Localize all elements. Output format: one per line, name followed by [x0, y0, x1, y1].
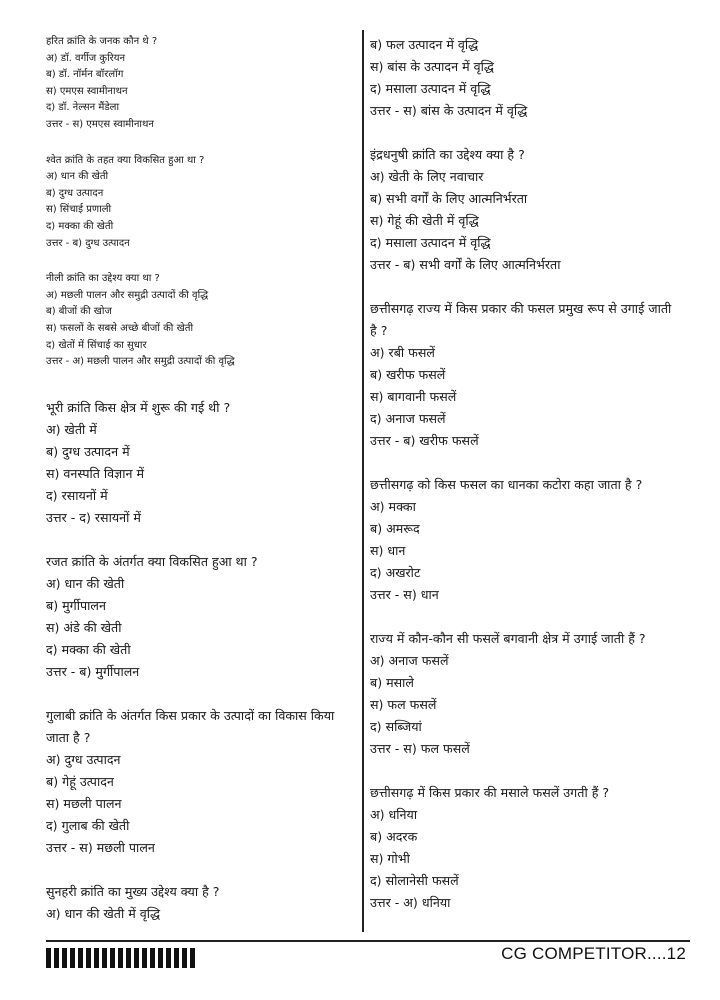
question-line: अ) मक्का — [370, 499, 416, 514]
question-line: ब) मुर्गीपालन — [46, 597, 106, 613]
question-line: स) गेहूं की खेती में वृद्धि — [370, 213, 479, 228]
question-text: भूरी क्रांति किस क्षेत्र में शुरू की गई थी ? — [46, 399, 231, 415]
question-line: ब) अदरक — [370, 829, 418, 844]
question-line: ब) डॉ. नॉर्मन बॉरलॉग — [46, 69, 124, 81]
question-line: स) धान — [370, 543, 406, 558]
question-line: अ) खेती के लिए नवाचार — [370, 169, 484, 184]
barcode-bar — [126, 948, 131, 968]
question-line: उत्तर - स) फल फसलें — [370, 741, 470, 756]
right-column — [370, 34, 690, 936]
footer-rule — [46, 940, 690, 942]
question-text: छत्तीसगढ़ में किस प्रकार की मसाले फसलें उगती हैं ? — [370, 785, 610, 800]
barcode-bar — [94, 948, 99, 968]
question-block — [46, 705, 354, 859]
barcode-bar — [118, 948, 123, 968]
question-line: द) मक्का की खेती — [46, 641, 131, 657]
question-text: छत्तीसगढ़ को किस फसल का धानका कटोरा कहा जाता है ? — [370, 477, 643, 492]
question-text: रजत क्रांति के अंतर्गत क्या विकसित हुआ था ? — [46, 553, 258, 569]
barcode-bar — [150, 948, 155, 968]
barcode-bar — [46, 948, 51, 968]
barcode-bar — [190, 948, 195, 968]
question-line: उत्तर - अ) धनिया — [370, 895, 451, 910]
question-block — [46, 881, 354, 925]
barcode-bar — [166, 948, 171, 968]
question-line: ब) दुग्ध उत्पादन — [46, 187, 104, 199]
question-line: स) मछली पालन — [46, 795, 122, 811]
question-line: ब) मसाले — [370, 675, 414, 690]
question-line: अ) दुग्ध उत्पादन — [46, 751, 121, 767]
question-line: ब) सभी वर्गों के लिए आत्मनिर्भरता — [370, 191, 528, 206]
question-line: उत्तर - ब) खरीफ फसलें — [370, 433, 479, 448]
barcode-bar — [78, 948, 83, 968]
question-block — [370, 144, 690, 276]
question-text: छत्तीसगढ़ राज्य में किस प्रकार की फसल प्रमुख रूप से उगाई जाती — [370, 301, 672, 316]
question-line: द) अखरोट — [370, 565, 421, 580]
question-line: द) खेतों में सिंचाई का सुधार — [46, 339, 147, 351]
barcode-bar — [142, 948, 147, 968]
question-text: सुनहरी क्रांति का मुख्य उद्देश्य क्या है ? — [46, 883, 220, 899]
question-line: ब) गेहूं उत्पादन — [46, 773, 114, 789]
barcode-icon — [46, 948, 195, 968]
question-line: ब) अमरूद — [370, 521, 420, 536]
question-line: स) अंडे की खेती — [46, 619, 122, 635]
question-line: उत्तर - ब) दुग्ध उत्पादन — [46, 237, 130, 249]
question-text: गुलाबी क्रांति के अंतर्गत किस प्रकार के उत्पादों का विकास किया — [46, 707, 335, 723]
question-line: स) एमएस स्वामीनाथन — [46, 85, 128, 97]
question-line: अ) अनाज फसलें — [370, 653, 449, 668]
question-text: नीली क्रांति का उद्देश्य क्या था ? — [46, 273, 160, 285]
question-line: उत्तर - ब) मुर्गीपालन — [46, 663, 140, 679]
question-block — [370, 34, 690, 122]
question-line: द) मसाला उत्पादन में वृद्धि — [370, 81, 491, 96]
question-line: द) गुलाब की खेती — [46, 817, 130, 833]
question-block — [370, 298, 690, 452]
question-line: द) मक्का की खेती — [46, 220, 114, 232]
question-text: ब) फल उत्पादन में वृद्धि — [370, 37, 479, 52]
question-line: उत्तर - स) एमएस स्वामीनाथन — [46, 118, 154, 130]
question-line: स) फल फसलें — [370, 697, 437, 712]
question-line: स) गोभी — [370, 851, 410, 866]
question-line: है ? — [370, 323, 388, 338]
question-line: अ) धान की खेती — [46, 575, 125, 591]
footer-brand: CG COMPETITOR....12 — [501, 944, 686, 963]
question-text: श्वेत क्रांति के तहत क्या विकसित हुआ था ? — [46, 154, 205, 166]
column-divider — [362, 30, 364, 932]
question-line: उत्तर - ब) सभी वर्गों के लिए आत्मनिर्भरता — [370, 257, 561, 272]
question-line: अ) धान की खेती में वृद्धि — [46, 905, 161, 921]
question-line: स) बांस के उत्पादन में वृद्धि — [370, 59, 494, 74]
question-line: अ) डॉ. वर्गीज कुरियन — [46, 52, 126, 64]
question-line: अ) धान की खेती — [46, 171, 109, 183]
right-questions — [370, 34, 690, 914]
question-block — [370, 628, 690, 760]
left-large-questions — [46, 397, 354, 925]
question-line: जाता है ? — [46, 729, 91, 745]
barcode-bar — [158, 948, 163, 968]
barcode-bar — [134, 948, 139, 968]
question-text: राज्य में कौन-कौन सी फसलें बगवानी क्षेत्र में उगाई जाती हैं ? — [370, 631, 646, 646]
question-line: द) रसायनों में — [46, 487, 108, 503]
question-line: ब) दुग्ध उत्पादन में — [46, 443, 130, 459]
barcode-bar — [102, 948, 107, 968]
question-line: ब) बीजों की खोज — [46, 306, 112, 318]
question-block — [46, 271, 354, 371]
question-text: इंद्रधनुषी क्रांति का उद्देश्य क्या है ? — [370, 147, 525, 162]
left-small-questions — [46, 34, 354, 371]
question-line: अ) खेती में — [46, 421, 97, 437]
question-line: अ) धनिया — [370, 807, 418, 822]
question-line: द) सब्जियां — [370, 719, 422, 734]
question-line: स) फसलों के सबसे अच्छे बीजों की खेती — [46, 322, 194, 334]
barcode-bar — [62, 948, 67, 968]
question-line: द) अनाज फसलें — [370, 411, 446, 426]
question-block — [370, 782, 690, 914]
question-line: द) मसाला उत्पादन में वृद्धि — [370, 235, 491, 250]
question-line: ब) खरीफ फसलें — [370, 367, 446, 382]
question-line: उत्तर - स) बांस के उत्पादन में वृद्धि — [370, 103, 528, 118]
barcode-bar — [86, 948, 91, 968]
question-line: स) बागवानी फसलें — [370, 389, 457, 404]
question-block — [370, 474, 690, 606]
question-text: हरित क्रांति के जनक कौन थे ? — [46, 36, 158, 47]
question-line: उत्तर - स) धान — [370, 587, 439, 602]
barcode-bar — [70, 948, 75, 968]
question-line: उत्तर - अ) मछली पालन और समुद्री उत्पादों की वृद्धि — [46, 356, 235, 368]
question-block — [46, 551, 354, 683]
question-line: अ) रबी फसलें — [370, 345, 435, 360]
question-block — [46, 397, 354, 529]
barcode-bar — [182, 948, 187, 968]
barcode-bar — [110, 948, 115, 968]
question-block — [46, 34, 354, 134]
left-column — [46, 34, 354, 947]
question-line: स) वनस्पति विज्ञान में — [46, 465, 145, 481]
question-block — [46, 153, 354, 253]
barcode-bar — [54, 948, 59, 968]
question-line: द) सोलानेसी फसलें — [370, 873, 459, 888]
question-line: अ) मछली पालन और समुद्री उत्पादों की वृद्धि — [46, 289, 209, 301]
question-line: द) डॉ. नेल्सन मैंडेला — [46, 102, 120, 114]
barcode-bar — [174, 948, 179, 968]
question-line: उत्तर - स) मछली पालन — [46, 839, 155, 855]
question-line: उत्तर - द) रसायनों में — [46, 509, 141, 525]
question-line: स) सिंचाई प्रणाली — [46, 204, 112, 216]
